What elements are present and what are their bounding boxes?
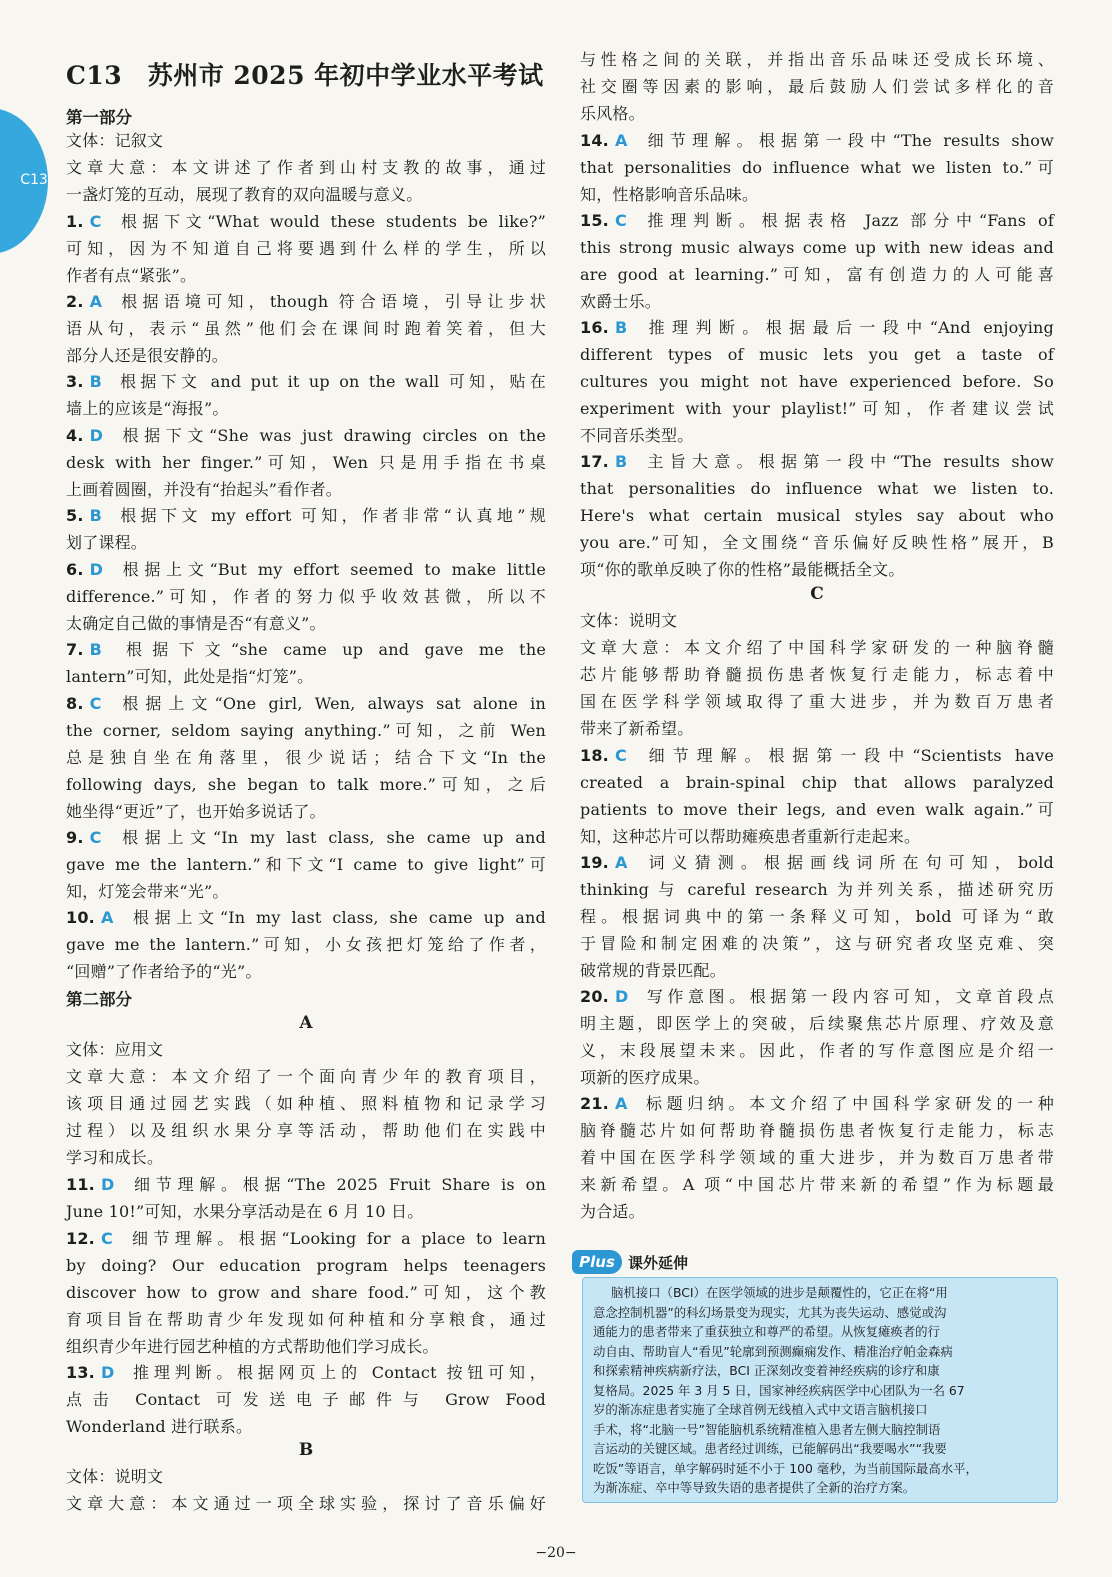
question-text: 根据上文“In my last class, she came up and (127, 908, 546, 927)
answer-letter: A (614, 853, 628, 872)
question-item (66, 640, 546, 660)
answer-letter: C (100, 1229, 113, 1248)
question-item (66, 828, 546, 848)
question-number: 5. (66, 506, 84, 525)
question-line (66, 319, 546, 339)
question-text: 根据语境可知，though 符合语境，引导让步状 (116, 292, 546, 311)
question-text: lantern”可知，此处是指“灯笼”。 (66, 667, 314, 686)
question-line (66, 399, 229, 419)
question-number: 3. (66, 372, 84, 391)
question-text: 语从句，表示“虽然”他们会在课间时跑着笑着，但大 (66, 319, 546, 338)
section-b-heading: B (298, 1440, 314, 1460)
question-line (580, 399, 1054, 419)
question-line (580, 372, 1054, 392)
plus-text-line: 复格局。2025 年 3 月 5 日，国家神经疾病医学中心团队为一名 67 (593, 1382, 965, 1398)
question-item (66, 908, 546, 928)
question-item (580, 987, 1054, 1007)
plus-extension-box (572, 1250, 1056, 1502)
question-text: following days, she began to talk more.”可知，之后 (66, 775, 546, 794)
question-text: the corner, seldom saying anything.”可知，之前 Wen (66, 721, 546, 740)
part1-genre: 文体：记叙文 (66, 131, 164, 150)
question-line (580, 880, 1054, 900)
question-text: 为合适。 (580, 1202, 645, 1221)
question-item (66, 1175, 546, 1195)
plus-text-line: 言运动的关键区域。患者经过训练，已能解码出“我要喝水”“我要 (593, 1441, 947, 1456)
question-line (66, 667, 313, 687)
question-line (66, 266, 196, 286)
question-line (580, 1148, 1054, 1168)
question-line (580, 961, 726, 981)
answer-letter: D (100, 1363, 115, 1382)
question-text: 细节理解。根据第一段中“The results show (641, 131, 1054, 150)
question-text: 上画着圆圈，并没有“抬起头”看作者。 (66, 480, 342, 499)
plus-text-line: 和探索精神疾病新疗法，BCI 正深刻改变着神经疾病的诊疗和康 (593, 1363, 940, 1378)
question-line (66, 1417, 252, 1437)
question-line (580, 1041, 1054, 1061)
question-text: 根据上文“But my effort seemed to make little (117, 560, 546, 579)
page-title: C13 苏州市 2025 年初中学业水平考试 (66, 61, 544, 90)
question-item (66, 1363, 546, 1383)
question-text: Wonderland 进行联系。 (66, 1417, 253, 1436)
question-text: different types of music lets you get a taste of (580, 345, 1054, 364)
question-line (580, 1202, 645, 1222)
question-line (66, 935, 546, 955)
question-number: 1. (66, 212, 84, 231)
question-text: 主旨大意。根据第一段中“The results show (641, 452, 1054, 471)
question-number: 7. (66, 640, 84, 659)
answer-letter: B (89, 640, 103, 659)
question-text: created a brain-spinal chip that allows paralyzed (580, 773, 1054, 792)
answer-letter: C (614, 211, 627, 230)
question-text: 根据下文“she came up and gave me the (116, 640, 546, 659)
question-text: 推理判断。根据网页上的 Contact 按钮可知， (128, 1363, 546, 1382)
plus-text-line: 为渐冻症、卒中等导致失语的患者提供了全新的治疗方案。 (593, 1480, 916, 1495)
plus-panel (582, 1277, 1058, 1503)
question-item (580, 452, 1054, 472)
answer-letter: B (89, 372, 103, 391)
question-text: 细节理解。根据“Looking for a place to learn (126, 1229, 546, 1248)
part1-heading: 第一部分 (66, 108, 132, 127)
question-text: you are.”可知，全文围绕“音乐偏好反映性格”展开，B (580, 533, 1054, 552)
question-text: 墙上的应该是“海报”。 (66, 399, 229, 418)
question-text: 划了课程。 (66, 533, 148, 552)
question-number: 16. (580, 318, 609, 337)
question-text: cultures you might not have experienced before. So (580, 372, 1054, 391)
answer-letter: C (89, 694, 102, 713)
section-b-summary-cont: 与性格之间的关联，并指出音乐品味还受成长环境、 (580, 50, 1054, 69)
question-text: 项“你的歌单反映了你的性格”最能概括全文。 (580, 560, 905, 579)
question-text: 词义猜测。根据画线词所在句可知，bold (641, 853, 1054, 872)
question-text: 着中国在医学科学领域的重大进步，并为数百万患者带 (580, 1148, 1054, 1167)
plus-text-line: 手术，将“北脑一号”智能脑机系统精准植入患者左侧大脑控制语 (593, 1421, 941, 1437)
question-number: 4. (66, 426, 84, 445)
question-line (66, 1337, 439, 1357)
question-text: thinking 与 careful research 为并列关系，描述研究历 (580, 880, 1054, 899)
section-a-summary-line: 过程）以及组织水果分享等活动，帮助他们在实践中 (66, 1121, 546, 1140)
section-c-summary-line: 带来了新希望。 (580, 719, 694, 738)
answer-letter: C (614, 746, 627, 765)
question-text: 根据下文“What would these students be like?” (115, 212, 546, 231)
section-b-summary-cont: 社交圈等因素的影响，最后鼓励人们尝试多样化的音 (580, 77, 1054, 96)
question-text: 她坐得“更近”了，也开始多说话了。 (66, 802, 326, 821)
question-line (580, 1068, 710, 1088)
question-text: are good at learning.”可知，富有创造力的人可能喜 (580, 265, 1054, 284)
part1-summary-line: 文章大意：本文讲述了作者到山村支教的故事，通过 (66, 158, 546, 177)
question-line (66, 882, 229, 902)
question-number: 18. (580, 746, 609, 765)
question-number: 13. (66, 1363, 95, 1382)
question-item (66, 560, 546, 580)
question-number: 6. (66, 560, 84, 579)
question-line (66, 1283, 546, 1303)
question-item (580, 1094, 1054, 1114)
question-number: 19. (580, 853, 609, 872)
plus-text-line: 通能力的患者带来了重获独立和尊严的希望。从恢复瘫痪者的行 (593, 1324, 940, 1339)
question-text: 细节理解。根据第一段中“Scientists have (640, 746, 1054, 765)
question-text: 推理判断。根据表格 Jazz 部分中“Fans of (640, 211, 1054, 230)
question-text: difference.”可知，作者的努力似乎收效甚微，所以不 (66, 587, 546, 606)
question-line (66, 614, 326, 634)
question-text: 项新的医疗成果。 (580, 1068, 710, 1087)
section-b-genre: 文体：说明文 (66, 1467, 164, 1486)
question-text: 根据下文 and put it up on the wall 可知，贴在 (116, 372, 546, 391)
question-text: gave me the lantern.”和下文“I came to give light”可 (66, 855, 546, 874)
question-item (66, 1229, 546, 1249)
question-item (580, 131, 1054, 151)
question-item (66, 292, 546, 312)
question-line (66, 721, 546, 741)
question-text: 育项目旨在帮助青少年发现如何种植和分享粮食，通过 (66, 1310, 546, 1329)
question-text: 组织青少年进行园艺种植的方式帮助他们学习成长。 (66, 1337, 439, 1356)
section-c-heading: C (810, 584, 824, 604)
question-text: 不同音乐类型。 (580, 426, 694, 445)
question-line (580, 185, 758, 205)
question-text: by doing? Our education program helps teenagers (66, 1256, 546, 1275)
question-text: 标题归纳。本文介绍了中国科学家研发的一种 (641, 1094, 1054, 1113)
question-line (66, 962, 262, 982)
question-text: 点击 Contact 可发送电子邮件与 Grow Food (66, 1390, 546, 1409)
question-line (580, 827, 920, 847)
question-item (580, 318, 1054, 338)
question-line (66, 239, 546, 259)
question-text: 根据下文“She was just drawing circles on the (117, 426, 546, 445)
question-text: 总是独自坐在角落里，很少说话；结合下文“In the (66, 748, 546, 767)
question-text: 细节理解。根据“The 2025 Fruit Share is on (128, 1175, 546, 1194)
question-line (66, 1390, 546, 1410)
question-text: 知，这种芯片可以帮助瘫痪患者重新行走起来。 (580, 827, 921, 846)
answer-letter: C (89, 828, 102, 847)
question-text: that personalities do influence what we listen to. (580, 479, 1054, 498)
plus-text-line: 意念控制机器”的科幻场景变为现实，尤其为丧失运动、感觉或沟 (593, 1304, 947, 1320)
question-text: 于冒险和制定困难的决策”，这与研究者攻坚克难、突 (580, 934, 1054, 953)
question-line (66, 1202, 423, 1222)
plus-title: 课外延伸 (628, 1254, 689, 1272)
answer-letter: B (614, 452, 628, 471)
question-line (580, 345, 1054, 365)
question-text: this strong music always come up with new ideas and (580, 238, 1054, 257)
question-text: gave me the lantern.”可知，小女孩把灯笼给了作者， (66, 935, 546, 954)
answer-letter: B (89, 506, 103, 525)
question-text: 作者有点“紧张”。 (66, 266, 197, 285)
answer-letter: A (614, 131, 628, 150)
question-number: 11. (66, 1175, 95, 1194)
question-text: 写作意图。根据第一段内容可知，文章首段点 (642, 987, 1054, 1006)
question-line (66, 453, 546, 473)
section-c-summary-line: 国在医学科学领域取得了重大进步，并为数百万患者 (580, 692, 1054, 711)
plus-text-line: 动自由、帮助盲人“看见”轮廓到预测癫痫发作、精准治疗帕金森病 (593, 1343, 953, 1359)
question-line (580, 265, 1054, 285)
question-text: 根据下文 my effort 可知，作者非常“认真地”规 (116, 506, 546, 525)
question-text: 可知，因为不知道自己将要遇到什么样的学生，所以 (66, 239, 546, 258)
question-line (580, 560, 905, 580)
question-line (66, 802, 326, 822)
section-b-summary-line: 文章大意：本文通过一项全球实验，探讨了音乐偏好 (66, 1494, 546, 1513)
question-item (66, 506, 546, 526)
question-number: 20. (580, 987, 609, 1006)
question-text: patients to move their legs, and even walk again.”可 (580, 800, 1054, 819)
question-line (66, 855, 546, 875)
question-line (580, 506, 1054, 526)
plus-text-line: 脑机接口（BCI）在医学领域的进步是颠覆性的，它正在将“用 (611, 1285, 948, 1300)
question-text: June 10!”可知，水果分享活动是在 6 月 10 日。 (66, 1202, 424, 1221)
question-text: 知，灯笼会带来“光”。 (66, 882, 229, 901)
question-number: 10. (66, 908, 95, 927)
question-number: 15. (580, 211, 609, 230)
question-line (66, 480, 342, 500)
section-a-summary-line: 学习和成长。 (66, 1148, 164, 1167)
section-c-summary-line: 芯片能够帮助脊髓损伤患者恢复行走能力，标志着中 (580, 665, 1054, 684)
question-text: 义，末段展望未来。因此，作者的写作意图应是介绍一 (580, 1041, 1054, 1060)
question-text: “回赠”了作者给予的“光”。 (66, 962, 262, 981)
question-line (66, 1310, 546, 1330)
question-text: desk with her finger.”可知，Wen 只是用手指在书桌 (66, 453, 546, 472)
question-text: experiment with your playlist!”可知，作者建议尝试 (580, 399, 1054, 418)
question-item (580, 211, 1054, 231)
question-item (580, 853, 1054, 873)
answer-letter: D (89, 426, 104, 445)
answer-letter: A (614, 1094, 628, 1113)
question-line (580, 773, 1054, 793)
question-line (580, 292, 661, 312)
question-line (580, 158, 1054, 178)
question-line (66, 346, 228, 366)
question-number: 9. (66, 828, 84, 847)
question-text: 部分人还是很安静的。 (66, 346, 229, 365)
question-text: 根据上文“One girl, Wen, always sat alone in (115, 694, 546, 713)
question-number: 8. (66, 694, 84, 713)
question-line (580, 426, 693, 446)
answer-letter: D (89, 560, 104, 579)
question-text: 太确定自己做的事情是否“有意义”。 (66, 614, 326, 633)
question-line (580, 800, 1054, 820)
question-text: 破常规的背景匹配。 (580, 961, 726, 980)
question-line (66, 748, 546, 768)
question-text: 根据上文“In my last class, she came up and (115, 828, 546, 847)
question-line (580, 238, 1054, 258)
answer-letter: B (614, 318, 628, 337)
question-number: 14. (580, 131, 609, 150)
question-item (66, 372, 546, 392)
plus-badge: Plus (572, 1250, 622, 1274)
question-number: 17. (580, 452, 609, 471)
question-line (66, 775, 546, 795)
page-number: −20− (535, 1545, 577, 1561)
answer-letter: C (89, 212, 102, 231)
question-text: discover how to grow and share food.”可知，这个教 (66, 1283, 546, 1302)
answer-letter: D (614, 987, 629, 1006)
question-number: 2. (66, 292, 84, 311)
question-text: 推理判断。根据最后一段中“And enjoying (641, 318, 1054, 337)
question-item (66, 694, 546, 714)
part2-heading: 第二部分 (66, 990, 132, 1009)
question-line (580, 1014, 1054, 1034)
answer-letter: A (100, 908, 114, 927)
question-text: 来新希望。A 项“中国芯片带来新的希望”作为标题最 (580, 1175, 1054, 1194)
question-line (580, 934, 1054, 954)
question-line (66, 1256, 546, 1276)
section-a-summary-line: 该项目通过园艺实践（如种植、照料植物和记录学习 (66, 1094, 546, 1113)
question-item (580, 746, 1054, 766)
question-line (66, 587, 546, 607)
section-a-summary-line: 文章大意：本文介绍了一个面向青少年的教育项目， (66, 1067, 546, 1086)
question-line (66, 533, 147, 553)
question-number: 21. (580, 1094, 609, 1113)
question-line (580, 1175, 1054, 1195)
answer-letter: A (89, 292, 103, 311)
section-b-summary-cont: 乐风格。 (580, 104, 645, 123)
question-item (66, 212, 546, 232)
plus-text-line: 岁的渐冻症患者实施了全球首例无线植入式中文语言脑机接口 (593, 1402, 928, 1417)
plus-text-line: 吃饭”等语言，单字解码时延不小于 100 毫秒，为当前国际最高水平， (593, 1460, 978, 1476)
section-c-summary-line: 文章大意：本文介绍了中国科学家研发的一种脑脊髓 (580, 638, 1054, 657)
question-text: that personalities do influence what we listen to.”可 (580, 158, 1054, 177)
question-text: 明主题，即医学上的突破，后续聚焦芯片原理、疗效及意 (580, 1014, 1054, 1033)
question-line (580, 907, 1054, 927)
part1-summary-line: 一盏灯笼的互动，展现了教育的双向温暖与意义。 (66, 185, 423, 204)
question-line (580, 1121, 1054, 1141)
question-text: Here's what certain musical styles say about who (580, 506, 1054, 525)
question-line (580, 479, 1054, 499)
question-item (66, 426, 546, 446)
question-text: 欢爵士乐。 (580, 292, 662, 311)
question-number: 12. (66, 1229, 95, 1248)
question-line (580, 533, 1054, 553)
question-text: 知，性格影响音乐品味。 (580, 185, 759, 204)
side-tab-label: C13 (20, 172, 48, 188)
section-c-genre: 文体：说明文 (580, 611, 678, 630)
section-a-genre: 文体：应用文 (66, 1040, 164, 1059)
question-text: 程。根据词典中的第一条释义可知，bold 可译为“敢 (580, 907, 1054, 926)
answer-letter: D (100, 1175, 115, 1194)
question-text: 脑脊髓芯片如何帮助脊髓损伤患者恢复行走能力，标志 (580, 1121, 1054, 1140)
section-a-heading: A (299, 1013, 313, 1033)
